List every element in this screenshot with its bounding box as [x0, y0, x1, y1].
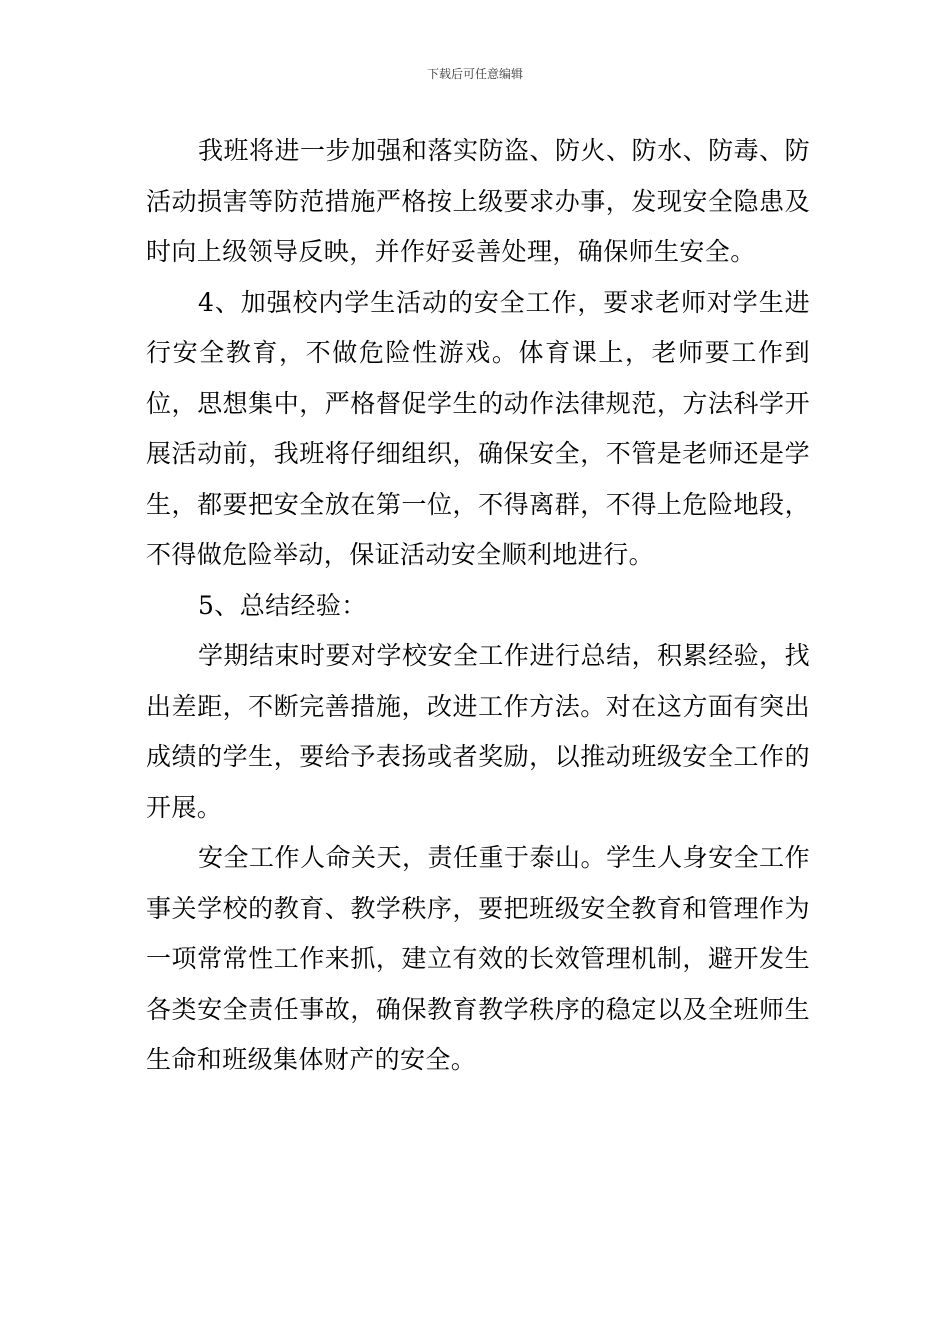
paragraph-summary-heading: 5、总结经验： — [198, 590, 367, 620]
paragraph-safety-measures: 我班将进一步加强和落实防盗、防火、防水、防毒、防活动损害等防范措施严格按上级要求办事，发现安全隐患及时向上级领导反映，并作好妥善处理，确保师生安全。 — [146, 136, 810, 266]
paragraph-summary: 学期结束时要对学校安全工作进行总结，积累经验，找出差距，不断完善措施，改进工作方法。对在这方面有突出成绩的学生，要给予表扬或者奖励，以推动班级安全工作的开展。 — [146, 641, 810, 822]
paragraph-conclusion: 安全工作人命关天，责任重于泰山。学生人身安全工作事关学校的教育、教学秩序，要把班级安全教育和管理作为一项常常性工作来抓，建立有效的长效管理机制，避开发生各类安全责任事故，确保教育教学秩序的稳定以及全班师生生命和班级集体财产的安全。 — [146, 843, 810, 1074]
document-body — [146, 126, 810, 1086]
header-note: 下载后可任意编辑 — [426, 67, 523, 81]
paragraph-student-activities: 4、加强校内学生活动的安全工作，要求老师对学生进行安全教育，不做危险性游戏。体育课上，老师要工作到位，思想集中，严格督促学生的动作法律规范，方法科学开展活动前，我班将仔细组织，确保安全，不管是老师还是学生，都要把安全放在第一位，不得离群，不得上危险地段，不得做危险举动，保证活动安全顺利地进行。 — [146, 287, 810, 569]
